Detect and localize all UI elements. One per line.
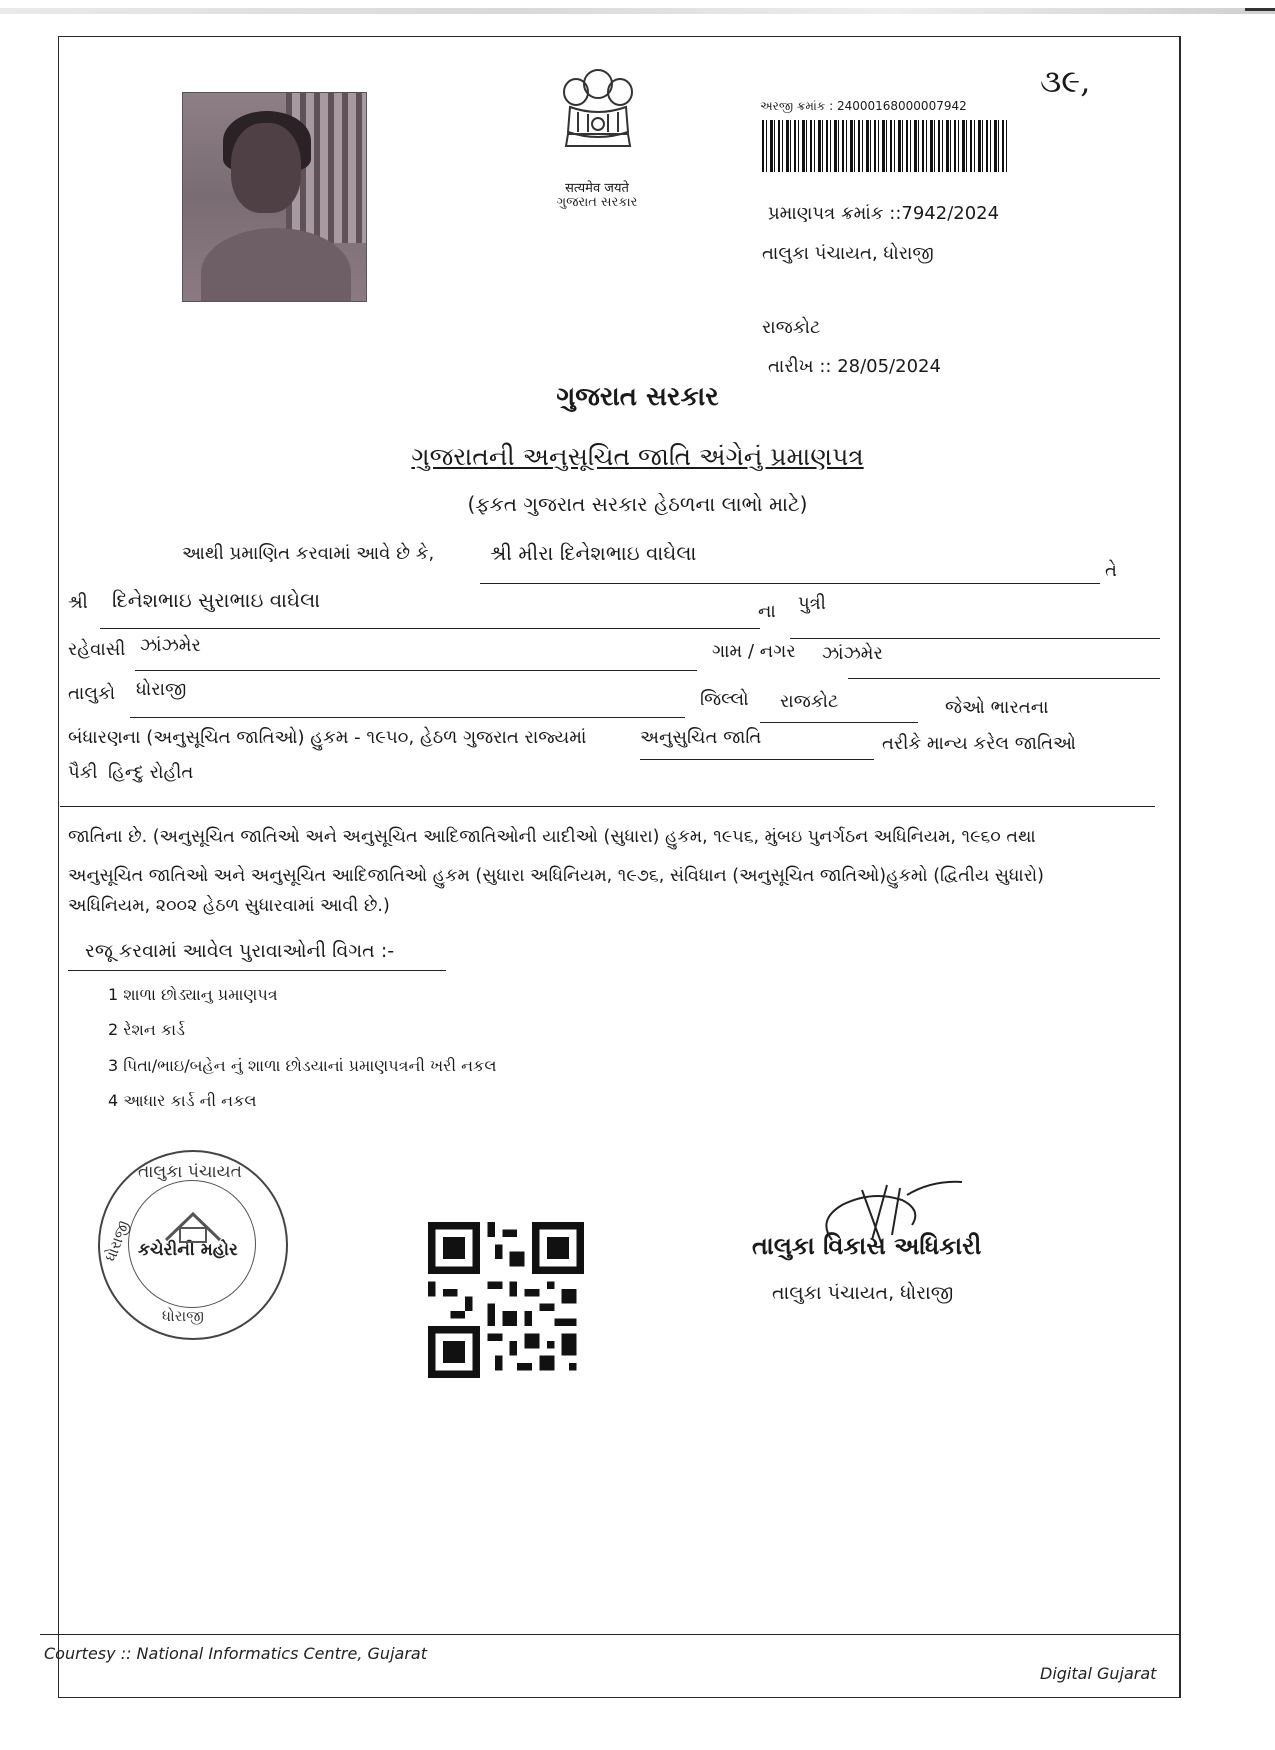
certificate-subtitle: (ફકત ગુજરાત સરકાર હેઠળના લાભો માટે) [467,492,808,516]
officer-designation: તાલુકા વિકાસ અધિકારી [752,1232,982,1260]
shri-text: શ્રી [68,592,88,613]
scan-edge [0,8,1275,14]
relation-underline [790,638,1160,639]
category-underline [640,759,874,760]
category-value: અનુસુચિત જાતિ [640,727,762,748]
application-number-value: 24000168000007942 [836,99,967,113]
order-text: બંધારણના (અનુસૂચિત જાતિઓ) હુકમ - ૧૯૫૦, હેઠળ ગુજરાત રાજ્યમાં [68,727,587,748]
certificate-number-value: ::7942/2024 [889,203,1000,224]
footer-divider [40,1634,1180,1635]
district-underline [760,722,918,723]
application-barcode [762,120,1010,172]
seal-emblem-icon [156,1204,230,1246]
village-label: ગામ / નગર [712,641,796,662]
recognized-text: તરીકે માન્ય કરેલ જાતિઓ [882,733,1076,754]
certificate-number [768,203,999,224]
officer-office: તાલુકા પંચાયત, ધોરાજી [772,1282,954,1304]
handwritten-mark: ૩૯, [1040,62,1091,100]
verification-qr-code [428,1222,584,1378]
issuing-district: રાજકોટ [762,317,821,338]
issue-date-label: તારીખ :: [768,356,832,377]
applicant-photo [182,92,367,302]
resident-underline [135,670,697,671]
ashoka-emblem-icon [548,62,648,182]
footer-brand: Digital Gujarat [1040,1664,1157,1683]
evidence-heading: રજૂ કરવામાં આવેલ પુરાવાઓની વિગત :- [85,940,395,962]
certificate-title: ગુજરાતની અનુસૂચિત જાતિ અંગેનું પ્રમાણપત્ર [411,442,864,471]
india-text: જેઓ ભારતના [945,697,1049,718]
among-label: પૈકી [68,762,98,783]
relation-text: પુત્રી [798,593,826,614]
holder-name: શ્રી મીરા દિનેશભાઇ વાઘેલા [490,541,697,565]
evidence-item: 1 શાળા છોડ્યાનુ પ્રમાણપત્ર [108,985,278,1004]
issuing-office: તાલુકા પંચાયત, ધોરાજી [762,243,934,264]
seal-left-text: ધોરાજી [101,1218,133,1264]
evidence-heading-underline [68,970,446,971]
na-text: ના [758,601,776,622]
certificate-number-label: પ્રમાણપત્ર ક્રમાંક [768,203,884,224]
taluka-underline [130,717,685,718]
legal-paragraph-line-1: જાતિના છે. (અનુસૂચિત જાતિઓ અને અનુસૂચિત આદિજાતિઓની યાદીઓ (સુધારા) હુકમ, ૧૯૫૬, મુંબઇ પુનર્ગઠન અધિનિયમ, ૧૯૬૦ તથા [68,827,1036,847]
te-text: તે [1105,560,1117,581]
issue-date [768,356,941,377]
legal-paragraph-line-2: અનુસૂચિત જાતિઓ અને અનુસૂચિત આદિજાતિઓ હુકમ (સુધારા અધિનિયમ, ૧૯૭૬, સંવિધાન (અનુસૂચિત જાતિઓ)હુકમો (દ્વિતીય સુધારો) [68,866,1044,886]
resident-value: ઝાંઝમેર [140,635,201,656]
legal-paragraph-line-3: અધિનિયમ, ૨૦૦૨ હેઠળ સુધારવામાં આવી છે.) [68,896,390,916]
government-heading: ગુજરાત સરકાર [556,382,719,412]
issue-date-value: 28/05/2024 [837,356,941,377]
caste-underline [60,806,1155,807]
evidence-item: 2 રેશન કાર્ડ [108,1020,185,1039]
father-name: દિનેશભાઇ સુરાભાઇ વાઘેલા [112,588,321,612]
emblem-motto: सत्यमेव जयते [565,181,629,196]
district-value: રાજકોટ [780,691,839,712]
application-number-label: અરજી ક્રમાંક : [760,99,834,113]
father-underline [100,628,760,629]
district-label: જિલ્લો [700,689,749,710]
seal-top-text: તાલુકા પંચાયત [138,1162,242,1182]
taluka-value: ધોરાજી [136,679,187,700]
caste-value: હિન્દુ રોહીત [108,762,194,783]
office-seal-stamp [98,1150,288,1340]
evidence-item: 3 પિતા/ભાઇ/બહેન નું શાળા છોડયાનાં પ્રમાણપત્રની ખરી નકલ [108,1056,497,1075]
evidence-item: 4 આધાર કાર્ડ ની નકલ [108,1091,257,1110]
intro-text: આથી પ્રમાણિત કરવામાં આવે છે કે, [182,543,435,564]
name-underline [480,583,1100,584]
seal-center-text: કચેરીની મહોર [138,1240,238,1260]
scan-mark [1245,8,1275,11]
seal-bottom-text: ધોરાજી [162,1307,204,1325]
taluka-label: તાલુકો [68,683,116,704]
footer-courtesy: Courtesy :: National Informatics Centre, Gujarat [44,1644,427,1663]
application-number [760,99,967,114]
resident-label: રહેવાસી [68,639,126,660]
emblem-govt-label: ગુજરાત સરકાર [556,195,638,210]
village-underline [848,678,1160,679]
village-value: ઝાંઝમેર [822,643,883,664]
